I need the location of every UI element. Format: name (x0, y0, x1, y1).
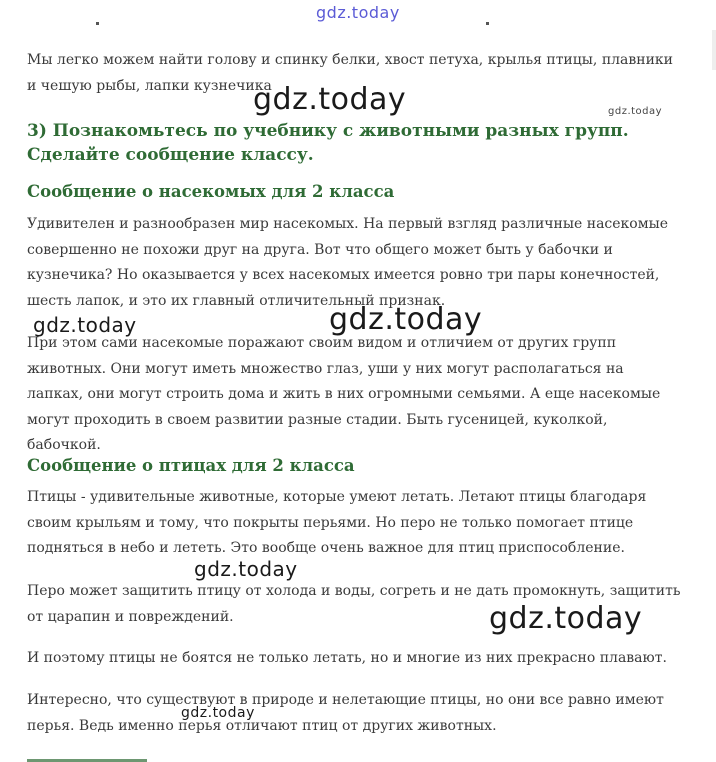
task-heading: 3) Познакомьтесь по учебнику с животными разных групп. Сделайте сообщение классу. (27, 121, 629, 165)
decor-dot (486, 22, 489, 25)
watermark-medium: gdz.today (33, 313, 137, 337)
watermark-large: gdz.today (489, 601, 643, 636)
next-heading-cutoff (27, 752, 227, 762)
decor-dot (96, 22, 99, 25)
scroll-edge (712, 30, 716, 70)
watermark-large: gdz.today (253, 82, 407, 117)
watermark-medium: gdz.today (194, 557, 298, 581)
insects-paragraph-2: При этом сами насекомые поражают своим видом и отличием от других групп животных. Они могут иметь множество глаз, уши у них могут располагаться на лапках, они могут строить дома и жить в них огромными семьями. А еще насекомые могут проходить в своем развитии разные стадии. Быть гусеницей, куколкой, бабочкой. (27, 335, 661, 453)
birds-paragraph-4: Интересно, что существуют в природе и нелетающие птицы, но они все равно имеют перья. Ведь именно перья отличают птиц от других животных. (27, 692, 664, 734)
watermark-small: gdz.today (608, 106, 663, 117)
birds-heading: Сообщение о птицах для 2 класса (27, 456, 355, 475)
birds-paragraph-1: Птицы - удивительные животные, которые умеют летать. Летают птицы благодаря своим крыльям и тому, что покрыты перьями. Но перо не только помогает птице подняться в небо и лететь. Это вообще очень важное для птиц приспособление. (27, 489, 647, 556)
watermark-top: gdz.today (316, 3, 400, 22)
birds-paragraph-2: Перо может защитить птицу от холода и воды, согреть и не дать промокнуть, защитить от царапин и повреждений. (27, 583, 681, 625)
insects-paragraph-1: Удивителен и разнообразен мир насекомых. На первый взгляд различные насекомые совершенно не похожи друг на друга. Вот что общего может быть у бабочки и кузнечика? Но оказывается у всех насекомых имеется ровно три пары конечностей, шесть лапок, и это их главный отличительный признак. (27, 216, 669, 309)
watermark-large: gdz.today (329, 302, 483, 337)
watermark-small: gdz.today (181, 705, 255, 721)
intro-paragraph: Мы легко можем найти голову и спинку белки, хвост петуха, крылья птицы, плавники и чешую рыбы, лапки кузнечика (27, 52, 674, 94)
birds-paragraph-3: И поэтому птицы не боятся не только летать, но и многие из них прекрасно плавают. (27, 650, 667, 666)
insects-heading: Сообщение о насекомых для 2 класса (27, 182, 395, 201)
